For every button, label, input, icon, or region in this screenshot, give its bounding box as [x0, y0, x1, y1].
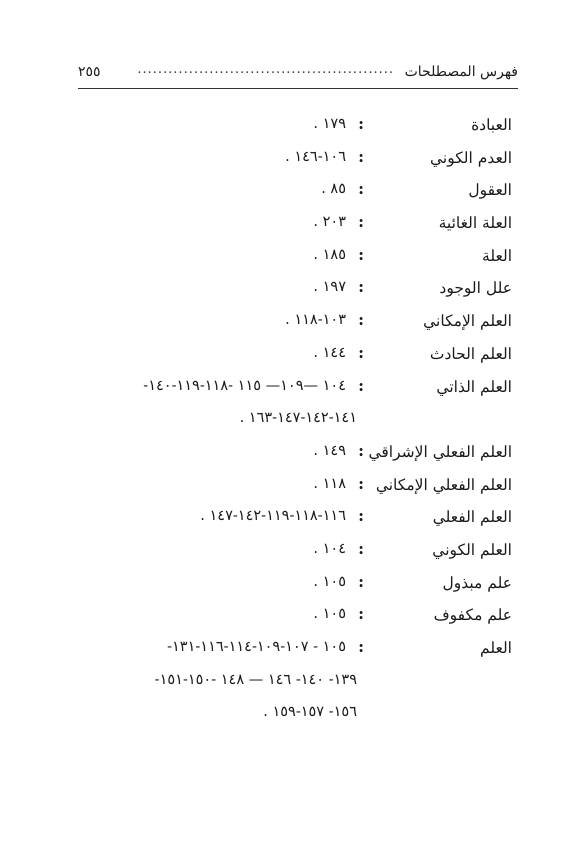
- entry-term: علل الوجود: [439, 279, 512, 298]
- entry-pages: ١٧٩ .: [313, 116, 346, 132]
- entry-pages: ٢٠٣ .: [313, 214, 346, 231]
- entry-colon: :: [358, 244, 364, 264]
- entry-colon: :: [358, 114, 364, 133]
- entry-term: العلم الحادث: [429, 344, 512, 363]
- entry-colon: :: [358, 637, 364, 656]
- index-entry: [0, 177, 578, 210]
- index-entry-continuation: [0, 668, 578, 701]
- index-entry: [0, 570, 578, 603]
- entry-term: العلم: [480, 639, 512, 657]
- entry-term: العلة الغائية: [438, 214, 512, 233]
- entry-pages: ١٠٥ - ١٠٧-١٠٩-١١٤-١١٦-١٣١-: [167, 639, 346, 655]
- entry-pages: ١٠٤ —١٠٩— ١١٥ -١١٨-١١٩-١٤٠-: [143, 377, 346, 394]
- entry-colon: :: [358, 146, 364, 166]
- entry-term: العلم الفعلي الإمكاني: [375, 475, 512, 494]
- index-entry: [0, 472, 578, 505]
- index-entry: [0, 504, 578, 537]
- entry-pages: ١٣٩- ١٤٠- ١٤٦ — ١٤٨ -١٥٠-١٥١-: [154, 671, 357, 688]
- index-entry: [0, 243, 578, 276]
- entry-pages: ١٠٥ .: [313, 606, 346, 623]
- index-entry: [0, 308, 578, 341]
- entry-colon: :: [358, 506, 364, 526]
- entry-colon: :: [358, 375, 364, 395]
- entry-pages: ١٠٤ .: [313, 540, 346, 557]
- entry-colon: :: [358, 179, 364, 199]
- entry-term: علم مكفوف: [433, 606, 512, 625]
- entry-pages: ١٤٩ .: [313, 442, 346, 459]
- entry-colon: :: [358, 310, 364, 330]
- page-header: [78, 62, 518, 89]
- index-entry: [0, 210, 578, 243]
- header-leader-dots: ..................................................: [137, 62, 394, 77]
- index-entry: [0, 112, 578, 145]
- entry-pages: ١٤٤ .: [313, 344, 346, 361]
- entry-term: العلم الفعلي: [432, 508, 512, 527]
- entry-pages: ١٠٥ .: [313, 573, 346, 590]
- entry-colon: :: [358, 212, 364, 232]
- entry-pages: ١٠٣-١١٨ .: [285, 312, 346, 329]
- entry-term: العلم الفعلي الإشراقي: [368, 442, 512, 461]
- entry-term: العلم الكوني: [432, 540, 512, 559]
- entry-term: العدم الكوني: [430, 148, 512, 167]
- index-entry: [0, 602, 578, 635]
- entry-term: العبادة: [471, 116, 512, 134]
- index-entry: [0, 145, 578, 178]
- entry-colon: :: [358, 571, 364, 591]
- page-number: ٢٥٥: [78, 64, 101, 80]
- index-entry: [0, 537, 578, 570]
- entry-colon: :: [358, 473, 364, 493]
- index-entries: [0, 112, 578, 733]
- entry-pages: ١٨٥ .: [313, 246, 346, 263]
- entry-pages: ٨٥ .: [321, 181, 346, 198]
- index-entry: [0, 341, 578, 374]
- entry-colon: :: [358, 440, 364, 460]
- entry-pages: ١١٦-١١٨-١١٩-١٤٢-١٤٧ .: [200, 508, 346, 525]
- entry-term: العلم الذاتي: [436, 377, 512, 396]
- entry-colon: :: [358, 604, 364, 624]
- page-title: فهرس المصطلحات: [404, 64, 518, 80]
- index-entry: [0, 439, 578, 472]
- entry-colon: :: [358, 538, 364, 558]
- entry-pages: ١٥٦- ١٥٧-١٥٩ .: [263, 704, 357, 721]
- index-entry: [0, 635, 578, 668]
- index-entry-continuation: [0, 406, 578, 439]
- entry-pages: ١٠٦-١٤٦ .: [285, 148, 346, 165]
- entry-pages: ١١٨ .: [313, 475, 346, 492]
- entry-term: العقول: [468, 181, 512, 200]
- entry-term: العلة: [482, 246, 512, 265]
- entry-colon: :: [358, 342, 364, 362]
- entry-term: علم مبذول: [442, 573, 512, 592]
- index-entry-continuation: [0, 700, 578, 733]
- entry-pages: ١٩٧ .: [313, 279, 346, 296]
- entry-pages: ١٤١-١٤٢-١٤٧-١٦٣ .: [239, 410, 357, 427]
- entry-term: العلم الإمكاني: [423, 312, 512, 331]
- index-entry: [0, 374, 578, 407]
- index-entry: [0, 275, 578, 308]
- entry-colon: :: [358, 277, 364, 297]
